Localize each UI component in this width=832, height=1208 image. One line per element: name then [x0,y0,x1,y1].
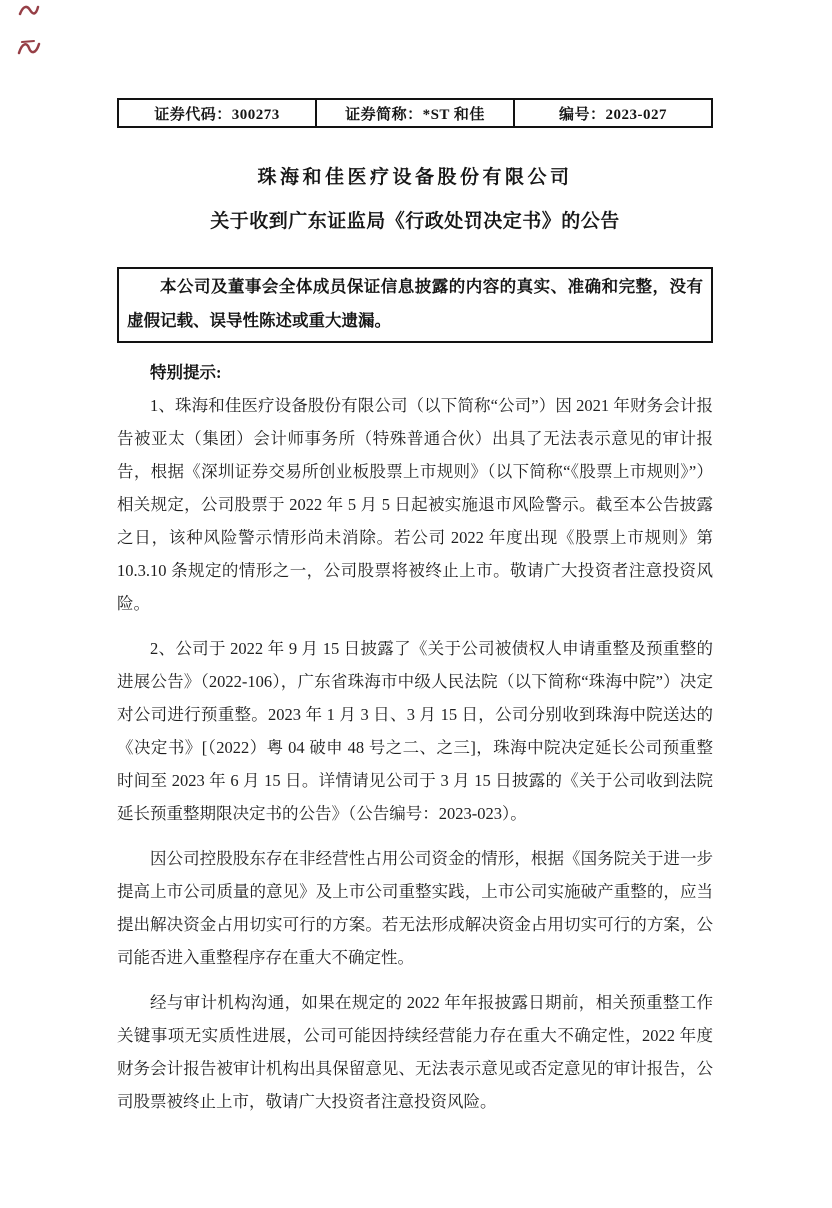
body-paragraph-2: 2、公司于 2022 年 9 月 15 日披露了《关于公司被债权人申请重整及预重整的进展公告》（2022-106），广东省珠海市中级人民法院（以下简称“珠海中院”）决定对公司进行预重整。2023 年 1 月 3 日、3 月 15 日，公司分别收到珠海中院送达的《决定书》[（2022）粤 04 破申 48 号之二、之三]，珠海中院决定延长公司预重整时间至 2023 年 6 月 15 日。详情请见公司于 3 月 15 日披露的《关于公司收到法院延长预重整期限决定书的公告》（公告编号：2023-023）。 [117,639,713,823]
company-name-title: 珠海和佳医疗设备股份有限公司 [257,167,573,188]
security-info-row [118,99,712,127]
doc-number-cell: 编号：2023-027 [514,99,712,127]
body-paragraph-4: 经与审计机构沟通，如果在规定的 2022 年年报披露日期前，相关预重整工作关键事项无实质性进展，公司可能因持续经营能力存在重大不确定性，2022 年度财务会计报告被审计机构出具保留意见、无法表示意见或否定意见的审计报告，公司股票被终止上市，敬请广大投资者注意投资风险。 [117,993,713,1111]
red-pen-mark-icon [16,38,42,63]
special-notice-heading: 特别提示: [150,363,222,382]
announcement-document [117,98,713,1118]
board-declaration-text: 本公司及董事会全体成员保证信息披露的内容的真实、准确和完整，没有虚假记载、误导性陈述或重大遗漏。 [127,277,703,330]
security-info-table [117,98,713,128]
stock-name-cell: 证券简称：*ST 和佳 [316,99,514,127]
red-pen-mark-icon [18,2,40,23]
stock-code-cell: 证券代码：300273 [118,99,316,127]
board-declaration-box [117,267,713,343]
body-paragraph-3: 因公司控股股东存在非经营性占用公司资金的情形，根据《国务院关于进一步提高上市公司质量的意见》及上市公司重整实践，上市公司实施破产重整的，应当提出解决资金占用切实可行的方案。若无法形成解决资金占用切实可行的方案，公司能否进入重整程序存在重大不确定性。 [117,849,713,967]
body-paragraph-1: 1、珠海和佳医疗设备股份有限公司（以下简称“公司”）因 2021 年财务会计报告被亚太（集团）会计师事务所（特殊普通合伙）出具了无法表示意见的审计报告，根据《深圳证券交易所创业板股票上市规则》（以下简称“《股票上市规则》”）相关规定，公司股票于 2022 年 5 月 5 日起被实施退市风险警示。截至本公告披露之日，该种风险警示情形尚未消除。若公司 2022 年度出现《股票上市规则》第 10.3.10 条规定的情形之一，公司股票将被终止上市。敬请广大投资者注意投资风险。 [117,396,713,613]
announcement-title: 关于收到广东证监局《行政处罚决定书》的公告 [210,211,620,232]
